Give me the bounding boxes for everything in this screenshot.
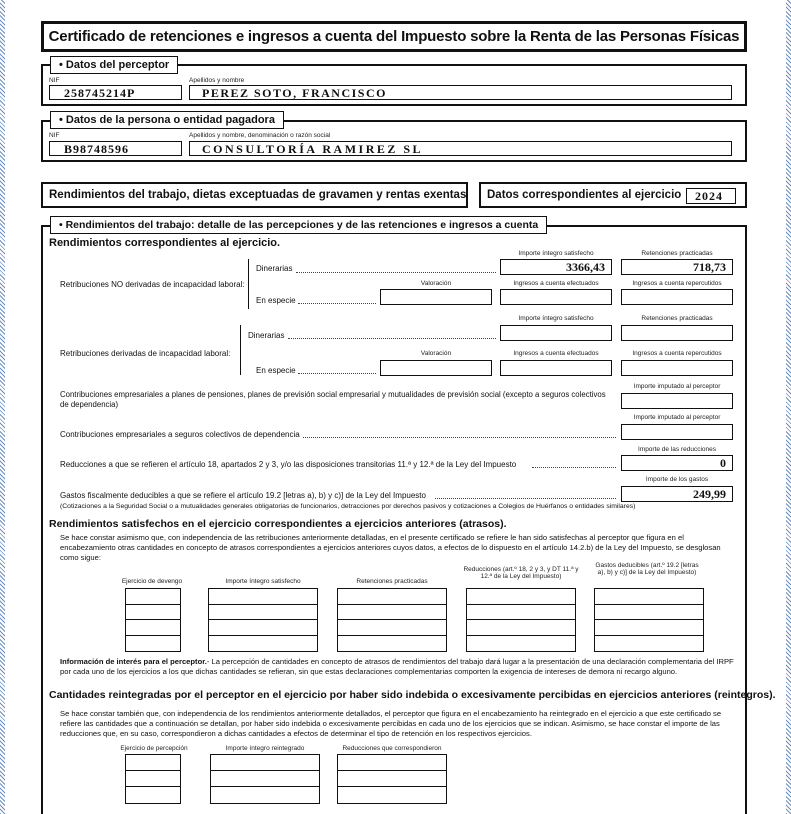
especie-label-2: En especie — [256, 366, 296, 375]
col-valoracion-2: Valoración — [420, 350, 452, 357]
reintegros-text: Se hace constar también que, con independencia de los rendimientos anteriormente detallados, el perceptor que figura en el encabezamiento ha reintegrado en el ejercicio a que este certificado se refiere las cantidades que a continuación se detallan, por haber sido indebida o excesivamente percibidas en cada uno de los ejercicios que se indican. Asimismo, se hace constar el importe de las reducciones que, en su caso, correspondieron a dichas cantidades a efectos de determinar el tipo de retención en los respectivos ejercicios. — [60, 709, 722, 738]
atrasos-info — [60, 657, 734, 677]
col-importe-gastos: Importe de los gastos — [645, 476, 709, 483]
dots — [303, 437, 616, 438]
pagadora-header: • Datos de la persona o entidad pagadora — [50, 111, 284, 129]
atrasos-col-importe: Importe íntegro satisfecho — [225, 578, 301, 585]
ejercicio-value: 2024 — [695, 189, 723, 203]
bracket-2 — [240, 325, 241, 375]
col-importe-imputado-2: Importe imputado al perceptor — [633, 414, 721, 421]
dots — [532, 467, 616, 468]
perceptor-nif-label: NIF — [49, 77, 60, 84]
atrasos-text: Se hace constar asimismo que, con independencia de las retribuciones anteriormente detalladas, en el presente certificado se refiere le han sido satisfechas al perceptor que figura en el encabezamiento otras cantidades en concepto de atrasos correspondientes a ejercicios anteriores cuyos datos, a efectos de lo dispuesto en el artículo 14.2.b) de la Ley del Impuesto, se desglosan como sigue: — [60, 533, 721, 562]
perceptor-name-value: PEREZ SOTO, FRANCISCO — [202, 86, 387, 100]
atrasos-heading: Rendimientos satisfechos en el ejercicio correspondientes a ejercicios anteriores (atrasos). — [49, 518, 507, 530]
ingresos-repercutidos-field-1[interactable] — [621, 289, 733, 305]
atrasos-grid-importe[interactable] — [208, 588, 318, 652]
detalle-header: • Rendimientos del trabajo: detalle de las percepciones y de las retenciones e ingresos a cuenta — [50, 216, 547, 234]
atrasos-grid-reducciones[interactable] — [466, 588, 576, 652]
pagadora-nif-label: NIF — [49, 132, 60, 139]
col-ingresos-repercutidos-2: Ingresos a cuenta repercutidos — [632, 350, 722, 357]
reducciones-value[interactable]: 0 — [621, 455, 733, 471]
col-ingresos-repercutidos-1: Ingresos a cuenta repercutidos — [632, 280, 722, 287]
col-importe-integro-2: Importe íntegro satisfecho — [518, 315, 594, 322]
col-valoracion-1: Valoración — [420, 280, 452, 287]
reintegros-col-ejercicio: Ejercicio de percepción — [120, 745, 188, 752]
ejercicio-field[interactable] — [686, 188, 736, 204]
incapacidad-retenciones[interactable] — [621, 325, 733, 341]
atrasos-grid-gastos[interactable] — [594, 588, 704, 652]
gastos-value[interactable]: 249,99 — [621, 486, 733, 502]
dots — [296, 272, 496, 273]
pagadora-nif-value: B98748596 — [64, 142, 130, 156]
incapacidad-label: Retribuciones derivadas de incapacidad laboral: — [60, 349, 231, 358]
especie-label-1: En especie — [256, 296, 296, 305]
reintegros-grid-reducciones[interactable] — [337, 754, 447, 804]
atrasos-col-ejercicio: Ejercicio de devengo — [121, 578, 183, 585]
pagadora-name-label: Apellidos y nombre, denominación o razón social — [189, 132, 331, 139]
reducciones-label: Reducciones a que se refieren el artículo 18, apartados 2 y 3, y/o las disposiciones transitorias 11.ª y 12.ª de la Ley del Impuesto — [60, 460, 517, 469]
perceptor-name-field[interactable] — [189, 85, 732, 100]
ingresos-repercutidos-field-2[interactable] — [621, 360, 733, 376]
col-retenciones-2: Retenciones practicadas — [641, 315, 713, 322]
reintegros-heading: Cantidades reintegradas por el perceptor en el ejercicio por haber sido indebida o excesivamente percibidas en ejercicios anteriores (reintegros). — [49, 689, 776, 701]
col-retenciones-1: Retenciones practicadas — [641, 250, 713, 257]
certificate-title: Certificado de retenciones e ingresos a cuenta del Impuesto sobre la Renta de las Personas Físicas — [41, 21, 747, 52]
dinerarias-label-1: Dinerarias — [256, 264, 293, 273]
perceptor-header: • Datos del perceptor — [50, 56, 178, 74]
atrasos-col-gastos: Gastos deducibles (art.º 19.2 [letras a), b) y c)] de la Ley del Impuesto) — [595, 562, 699, 576]
contrib-planes-field[interactable] — [621, 393, 733, 409]
contrib-planes-label: Contribuciones empresariales a planes de pensiones, planes de previsión social empresarial y mutualidades de previsión social (excepto a seguros colectivos de dependencia) — [60, 390, 606, 409]
reintegros-col-importe: Importe íntegro reintegrado — [225, 745, 305, 752]
right-hatch-border — [786, 0, 791, 814]
dots — [298, 303, 376, 304]
reintegros-grid-ejercicio[interactable] — [125, 754, 181, 804]
perceptor-name-label: Apellidos y nombre — [189, 77, 245, 84]
pagadora-name-value: CONSULTORÍA RAMIREZ SL — [202, 142, 424, 156]
no-incapacidad-retenciones[interactable]: 718,73 — [621, 259, 733, 275]
pagadora-name-field[interactable] — [189, 141, 732, 156]
col-importe-reducciones: Importe de las reducciones — [637, 446, 717, 453]
no-incapacidad-importe[interactable]: 3366,43 — [500, 259, 612, 275]
ejercicio-box — [479, 182, 747, 208]
contrib-seguros-label: Contribuciones empresariales a seguros colectivos de dependencia — [60, 430, 300, 439]
incapacidad-importe[interactable] — [500, 325, 612, 341]
reintegros-col-reducciones: Reducciones que correspondieron — [342, 745, 442, 752]
section-title-box — [41, 182, 468, 208]
dots — [435, 498, 616, 499]
col-importe-integro-1: Importe íntegro satisfecho — [518, 250, 594, 257]
dots — [298, 373, 376, 374]
left-hatch-border — [0, 0, 5, 814]
gastos-note: (Cotizaciones a la Seguridad Social o a mutualidades generales obligatorias de funcionarios, detracciones por derechos pasivos y cotizaciones a Colegios de Huérfanos o entidades similares) — [60, 503, 636, 510]
pagadora-nif-field[interactable] — [49, 141, 182, 156]
ingresos-efectuados-field-1[interactable] — [500, 289, 612, 305]
ingresos-efectuados-field-2[interactable] — [500, 360, 612, 376]
valoracion-field-1[interactable] — [380, 289, 492, 305]
gastos-label: Gastos fiscalmente deducibles a que se refiere el artículo 19.2 [letras a), b) y c)] de la Ley del Impuesto — [60, 491, 426, 500]
atrasos-info-bold: Información de interés para el perceptor. — [60, 657, 207, 666]
reintegros-grid-importe[interactable] — [210, 754, 320, 804]
section-title: Rendimientos del trabajo, dietas exceptuadas de gravamen y rentas exentas — [49, 189, 467, 201]
atrasos-info-text: - La percepción de cantidades en concepto de atrasos de rendimientos del trabajo dará lugar a la presentación de una declaración complementaria del IRPF por cada uno de los ejercicios a los que dichas cantidades se refieran, sin que estas declaraciones complementarias comporten la exigencia de intereses de demora ni recargo alguno. — [60, 657, 734, 676]
atrasos-grid-retenciones[interactable] — [337, 588, 447, 652]
rend-ejercicio-heading: Rendimientos correspondientes al ejercicio. — [49, 237, 281, 249]
atrasos-grid-ejercicio[interactable] — [125, 588, 181, 652]
ejercicio-label: Datos correspondientes al ejercicio — [487, 189, 682, 201]
atrasos-col-retenciones: Retenciones practicadas — [356, 578, 428, 585]
perceptor-nif-value: 258745214P — [64, 86, 136, 100]
perceptor-nif-field[interactable] — [49, 85, 182, 100]
dinerarias-label-2: Dinerarias — [248, 331, 285, 340]
dots — [288, 338, 496, 339]
no-incapacidad-label: Retribuciones NO derivadas de incapacidad laboral: — [60, 280, 245, 289]
col-importe-imputado-1: Importe imputado al perceptor — [633, 383, 721, 390]
col-ingresos-efectuados-2: Ingresos a cuenta efectuados — [513, 350, 599, 357]
atrasos-col-reducciones: Reducciones (art.º 18, 2 y 3, y DT 11.ª y 12.ª de la Ley del Impuesto) — [463, 566, 579, 580]
valoracion-field-2[interactable] — [380, 360, 492, 376]
col-ingresos-efectuados-1: Ingresos a cuenta efectuados — [513, 280, 599, 287]
bracket-1 — [248, 259, 249, 309]
contrib-seguros-field[interactable] — [621, 424, 733, 440]
